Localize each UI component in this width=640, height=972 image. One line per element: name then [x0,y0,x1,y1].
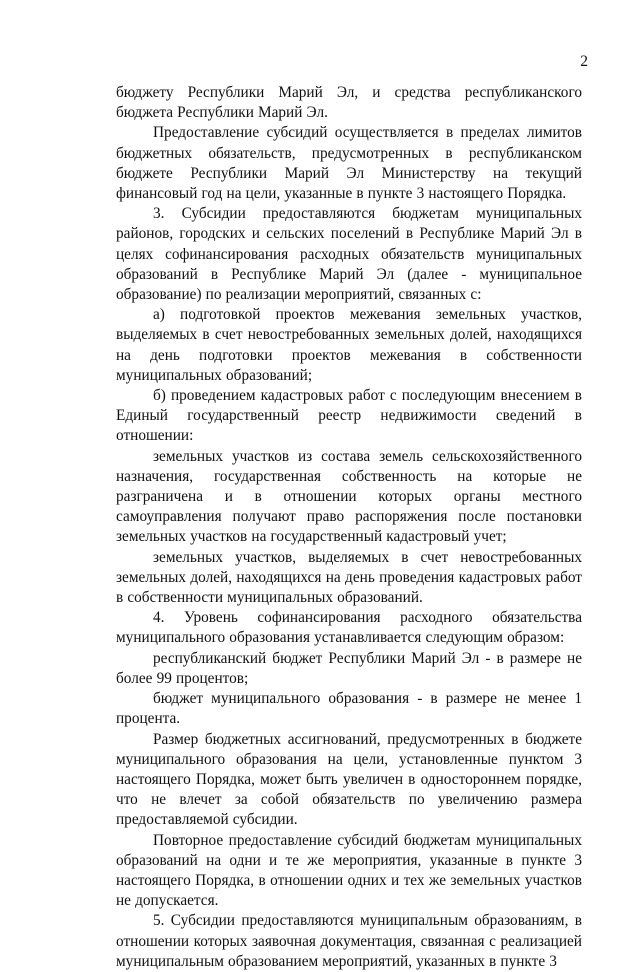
paragraph-budget-continuation: бюджету Республики Марий Эл, и средства республиканского бюджета Республики Марий Эл. [116,84,582,122]
document-body [116,83,582,972]
page-number: 2 [580,53,588,70]
paragraph-clause-3a: а) подготовкой проектов межевания земельных участков, выделяемых в счет невостребованных земельных долей, находящихся на день подготовки проектов межевания в собственности муниципальных образований; [116,306,582,384]
paragraph-unclaimed-shares: земельных участков, выделяемых в счет невостребованных земельных долей, находящихся на день проведения кадастровых работ в собственности муниципальных образований. [116,548,582,607]
paragraph-municipal-share: бюджет муниципального образования - в размере не менее 1 процента. [116,690,582,728]
paragraph-clause-3b: б) проведением кадастровых работ с последующим внесением в Единый государственный реестр недвижимости сведений в отношении: [116,387,582,445]
paragraph-agricultural-plots: земельных участков из состава земель сельскохозяйственного назначения, государственная собственность на которые не разграничена и в отношении которых органы местного самоуправления получают право распоряжения после постановки земельных участков на государственный кадастровый учет; [116,447,582,546]
paragraph-subsidy-limits: Предоставление субсидий осуществляется в пределах лимитов бюджетных обязательств, предусмотренных в республиканском бюджете Республики Марий Эл Министерству на текущий финансовый год на цели, указанные в пункте 3 настоящего Порядка. [116,124,582,203]
paragraph-repeat-subsidy: Повторное предоставление субсидий бюджетам муниципальных образований на одни и те же мероприятия, указанные в пункте 3 настоящего Порядка, в отношении одних и тех же земельных участков не допускается. [116,831,582,910]
paragraph-allocation-increase: Размер бюджетных ассигнований, предусмотренных в бюджете муниципального образования на цели, установленные пунктом 3 настоящего Порядка, может быть увеличен в одностороннем порядке, что не влечет за собой обязательств по увеличению размера предоставляемой субсидии. [116,730,582,829]
paragraph-clause-5: 5. Субсидии предоставляются муниципальным образованиям, в отношении которых заявочная документация, связанная с реализацией муниципальным образованием мероприятий, указанных в пункте 3 [116,912,582,970]
paragraph-clause-3: 3. Субсидии предоставляются бюджетам муниципальных районов, городских и сельских поселений в Республике Марий Эл в целях софинансирования расходных обязательств муниципальных образований в Республике Марий Эл (далее - муниципальное образование) по реализации мероприятий, связанных с: [116,205,582,304]
paragraph-republic-share: республиканский бюджет Республики Марий Эл - в размере не более 99 процентов; [116,649,582,687]
paragraph-clause-4: 4. Уровень софинансирования расходного обязательства муниципального образования устанавливается следующим образом: [116,609,582,647]
